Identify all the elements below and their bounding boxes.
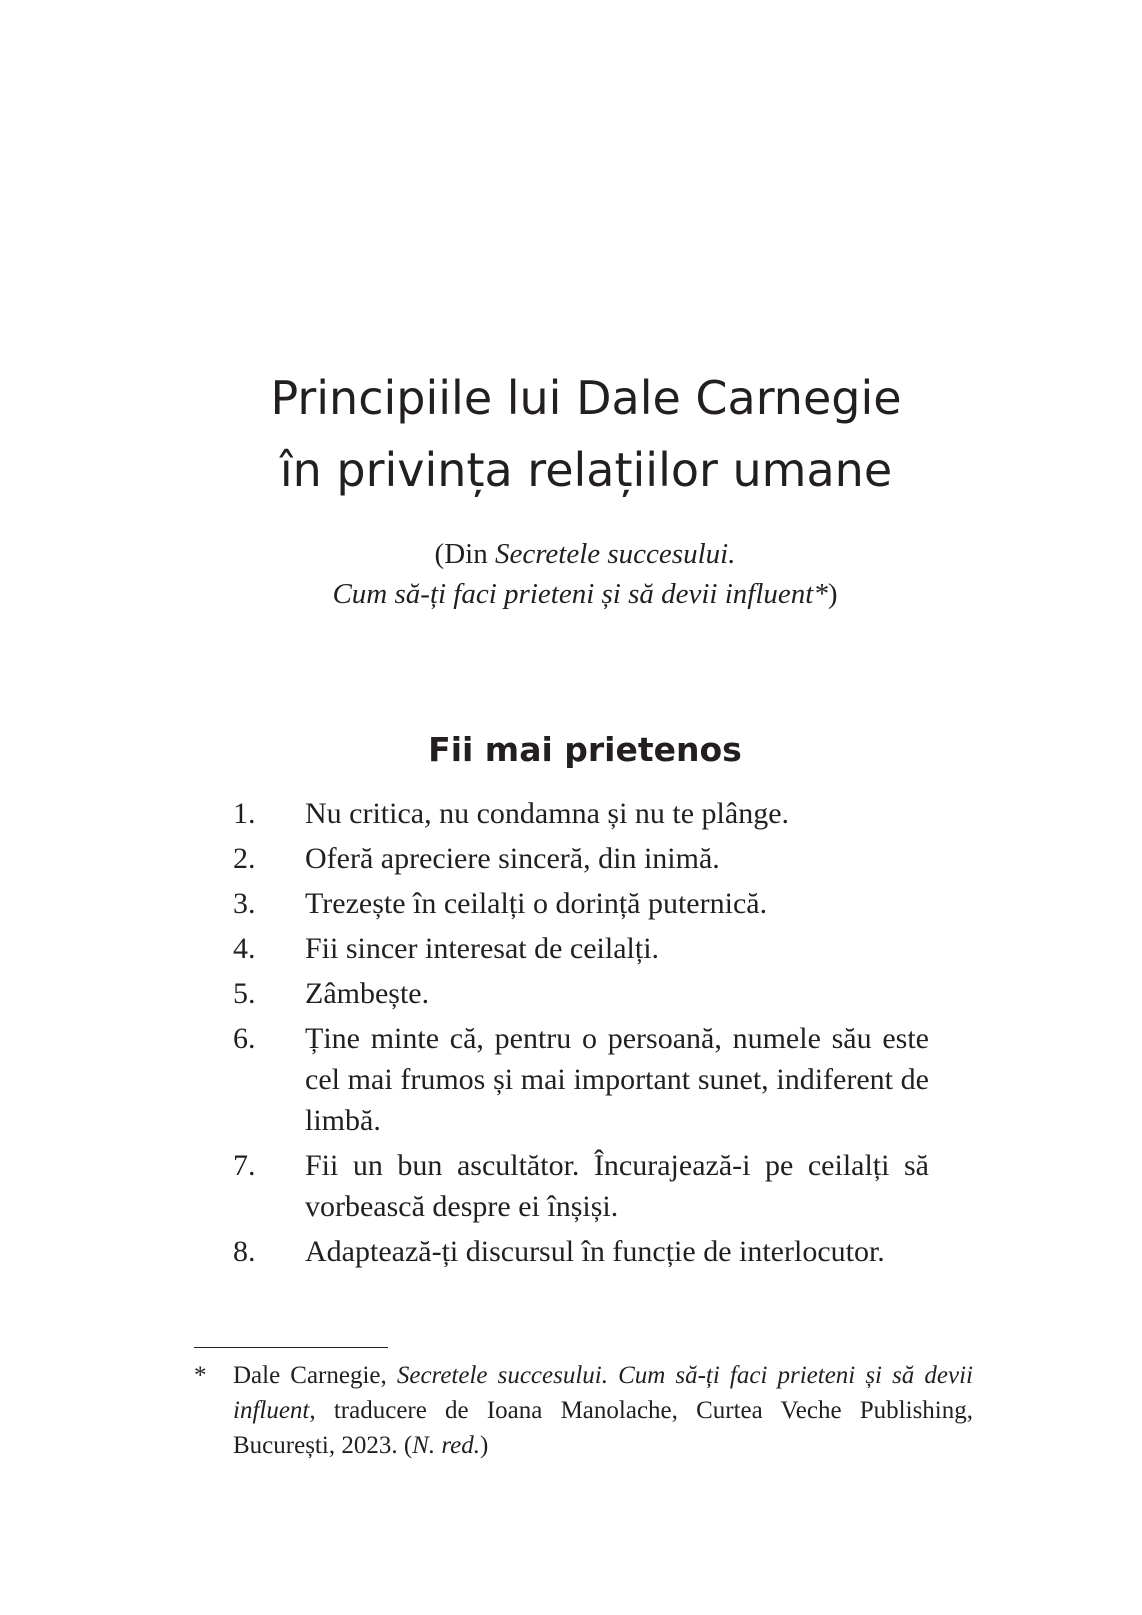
list-item xyxy=(233,1145,929,1227)
list-item xyxy=(233,838,929,879)
list-item-text: Oferă apreciere sinceră, din inimă. xyxy=(305,842,720,875)
list-item-number: 8. xyxy=(233,1235,256,1268)
list-item-text: Fii un bun ascultător. Încurajează-i pe ceilalți să vorbească despre ei înșiși. xyxy=(305,1149,929,1223)
list-item xyxy=(233,973,929,1014)
footnote-divider xyxy=(194,1347,388,1348)
section-heading: Fii mai prietenos xyxy=(428,730,742,769)
list-item-text: Fii sincer interesat de ceilalți. xyxy=(305,932,660,965)
footnote-reference: * xyxy=(813,578,828,610)
footnote-close: ) xyxy=(479,1432,489,1459)
footnote-book-title: Secretele succesului. Cum să-ți faci prieteni și să devii influent xyxy=(233,1362,973,1424)
footnote-author: Dale Carnegie, xyxy=(233,1362,397,1389)
list-item xyxy=(233,793,929,834)
footnote-marker: * xyxy=(194,1362,207,1389)
list-item xyxy=(233,883,929,924)
page-title xyxy=(0,362,1142,506)
subtitle xyxy=(0,534,1142,614)
subtitle-book-title-part1: Secretele succesului. xyxy=(494,538,736,570)
title-line-2: în privința relațiilor umane xyxy=(279,443,893,497)
list-item-number: 2. xyxy=(233,842,256,875)
list-item-number: 1. xyxy=(233,797,256,830)
list-item-number: 7. xyxy=(233,1149,256,1182)
list-item-text: Zâmbește. xyxy=(305,977,430,1010)
title-line-1: Principiile lui Dale Carnegie xyxy=(270,371,902,425)
list-item-text: Trezește în ceilalți o dorință puternică. xyxy=(305,887,768,920)
subtitle-line-1 xyxy=(0,534,1142,574)
list-item-number: 4. xyxy=(233,932,256,965)
list-item-text: Adaptează-ți discursul în funcție de interlocutor. xyxy=(305,1235,885,1268)
list-item-number: 3. xyxy=(233,887,256,920)
subtitle-close: ) xyxy=(827,578,838,610)
subtitle-open: (Din xyxy=(434,538,495,570)
footnote xyxy=(194,1358,973,1463)
list-item-number: 6. xyxy=(233,1022,256,1055)
list-item xyxy=(233,1231,929,1272)
subtitle-book-title-part2: Cum să-ți faci prieteni și să devii influent xyxy=(332,578,814,610)
footnote-details: , traducere de Ioana Manolache, Curtea Veche Publishing, București, 2023. ( xyxy=(233,1397,973,1459)
subtitle-line-2 xyxy=(0,574,1142,614)
footnote-editor-note: N. red. xyxy=(412,1432,480,1459)
list-item xyxy=(233,1018,929,1141)
list-item xyxy=(233,928,929,969)
list-item-number: 5. xyxy=(233,977,256,1010)
list-item-text: Nu critica, nu condamna și nu te plânge. xyxy=(305,797,790,830)
footnote-text xyxy=(233,1358,973,1463)
list-item-text: Ține minte că, pentru o persoană, numele său este cel mai frumos și mai important sunet, indiferent de limbă. xyxy=(305,1022,929,1137)
principles-list xyxy=(233,793,929,1276)
